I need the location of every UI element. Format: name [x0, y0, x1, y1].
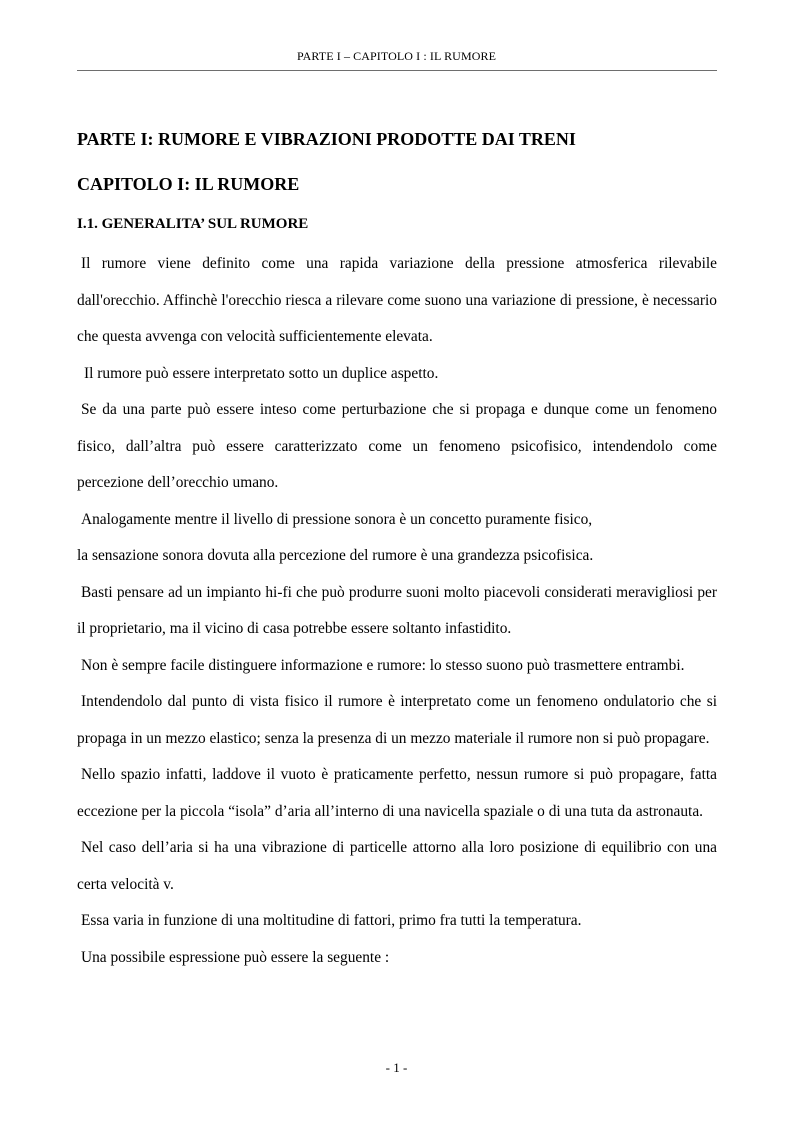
paragraph-space-vacuum: Nello spazio infatti, laddove il vuoto è praticamente perfetto, nessun rumore si può propagare, fatta eccezione per la piccola “isola” d’aria all’interno di una navicella spaziale o di una tuta da astronauta. — [77, 766, 717, 820]
chapter-title: CAPITOLO I: IL RUMORE — [77, 174, 300, 194]
paragraph-wave-phenomenon: Intendendolo dal punto di vista fisico il rumore è interpretato come un fenomeno ondulatorio che si propaga in un mezzo elastico; senza la presenza di un mezzo materiale il rumore non si può propagare. — [77, 693, 717, 747]
running-header: PARTE I – CAPITOLO I : IL RUMORE — [296, 49, 497, 63]
paragraph-sound-sensation: la sensazione sonora dovuta alla percezione del rumore è una grandezza psicofisica. — [77, 547, 594, 564]
body-text — [77, 246, 717, 976]
section-title: I.1. GENERALITA’ SUL RUMORE — [77, 216, 309, 232]
paragraph-temperature: Essa varia in funzione di una moltitudine di fattori, primo fra tutti la temperatura. — [81, 912, 582, 929]
header-divider — [77, 70, 717, 71]
paragraph-information-noise: Non è sempre facile distinguere informazione e rumore: lo stesso suono può trasmettere entrambi. — [81, 656, 685, 674]
paragraph-pressure-level: Analogamente mentre il livello di pressione sonora è un concetto puramente fisico, — [81, 510, 593, 528]
paragraph-dual-aspect: Il rumore può essere interpretato sotto un duplice aspetto. — [84, 364, 439, 382]
paragraph-hifi-example: Basti pensare ad un impianto hi-fi che può produrre suoni molto piacevoli considerati meravigliosi per il proprietario, ma il vicino di casa potrebbe essere soltanto infastidito. — [77, 583, 717, 637]
part-title: PARTE I: RUMORE E VIBRAZIONI PRODOTTE DAI TRENI — [77, 129, 576, 149]
paragraph-air-vibration: Nel caso dell’aria si ha una vibrazione di particelle attorno alla loro posizione di equilibrio con una certa velocità v. — [77, 839, 717, 893]
page-number: - 1 - — [385, 1060, 408, 1075]
paragraph-expression: Una possibile espressione può essere la seguente : — [81, 948, 390, 966]
paragraph-noise-definition: Il rumore viene definito come una rapida variazione della pressione atmosferica rilevabile dall'orecchio. Affinchè l'orecchio riesca a rilevare come suono una variazione di pressione, è necessario che questa avvenga con velocità sufficientemente elevata. — [77, 255, 717, 345]
paragraph-physical-psychophysical: Se da una parte può essere inteso come perturbazione che si propaga e dunque come un fenomeno fisico, dall’altra può essere caratterizzato come un fenomeno psicofisico, intendendolo come percezione dell’orecchio umano. — [77, 401, 717, 491]
